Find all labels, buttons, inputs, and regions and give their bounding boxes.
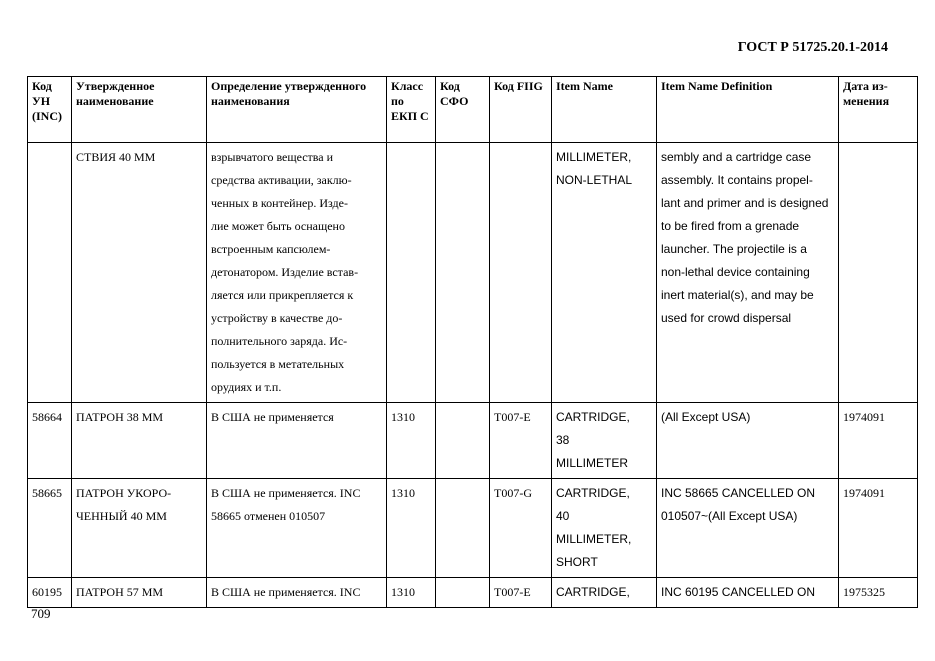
cell-approved-name: СТВИЯ 40 ММ — [72, 143, 207, 403]
cell-sfo — [436, 479, 490, 578]
col-header-class: Класс по ЕКП С — [387, 77, 436, 143]
cell-class — [387, 143, 436, 403]
col-header-definition: Определение утвержденного наименования — [207, 77, 387, 143]
cell-item-definition: INC 58665 CANCELLED ON 010507~(All Except USA) — [657, 479, 839, 578]
cell-class: 1310 — [387, 403, 436, 479]
cell-fiig — [490, 143, 552, 403]
cell-approved-name: ПАТРОН 38 ММ — [72, 403, 207, 479]
table-header-row — [28, 77, 918, 143]
cell-fiig: T007-E — [490, 578, 552, 608]
cell-approved-name: ПАТРОН 57 ММ — [72, 578, 207, 608]
cell-change-date: 1974091 — [839, 403, 918, 479]
cell-inc — [28, 143, 72, 403]
cell-inc: 58664 — [28, 403, 72, 479]
page-number: 709 — [31, 606, 51, 621]
cell-item-name: CARTRIDGE, 40 MILLIMETER, SHORT — [552, 479, 657, 578]
col-header-item-name: Item Name — [552, 77, 657, 143]
col-header-item-definition: Item Name Definition — [657, 77, 839, 143]
cell-item-definition: sembly and a cartridge case assembly. It contains propel- lant and primer and is designed to be fired from a grenade launcher. The projectile is a non-lethal device containing inert material(s), and may be used for crowd dispersal — [657, 143, 839, 403]
col-header-sfo: Код СФО — [436, 77, 490, 143]
cell-fiig: T007-G — [490, 479, 552, 578]
table-row — [28, 143, 918, 403]
cell-sfo — [436, 403, 490, 479]
cell-inc: 58665 — [28, 479, 72, 578]
cell-item-name: MILLIMETER, NON-LETHAL — [552, 143, 657, 403]
table-row — [28, 479, 918, 578]
table-row — [28, 403, 918, 479]
document-header: ГОСТ Р 51725.20.1-2014 — [737, 40, 888, 55]
cell-class: 1310 — [387, 479, 436, 578]
cell-definition: В США не применяется. INC — [207, 578, 387, 608]
cell-sfo — [436, 143, 490, 403]
cell-item-name: CARTRIDGE, — [552, 578, 657, 608]
cell-class: 1310 — [387, 578, 436, 608]
classification-table — [27, 76, 918, 608]
cell-sfo — [436, 578, 490, 608]
cell-definition: взрывчатого вещества и средства активации, заклю- ченных в контейнер. Изде- лие может быть оснащено встроенным капсюлем- детонатором. Изделие встав- ляется или прикрепляется к устройству в качестве до- полнительного заряда. Ис- пользуется в метательных орудиях и т.п. — [207, 143, 387, 403]
cell-definition: В США не применяется — [207, 403, 387, 479]
cell-item-definition: (All Except USA) — [657, 403, 839, 479]
cell-fiig: T007-E — [490, 403, 552, 479]
cell-approved-name: ПАТРОН УКОРО- ЧЕННЫЙ 40 ММ — [72, 479, 207, 578]
table-row — [28, 578, 918, 608]
cell-inc: 60195 — [28, 578, 72, 608]
cell-item-name: CARTRIDGE, 38 MILLIMETER — [552, 403, 657, 479]
cell-change-date: 1975325 — [839, 578, 918, 608]
col-header-approved-name: Утвержденное наименование — [72, 77, 207, 143]
cell-change-date — [839, 143, 918, 403]
cell-definition: В США не применяется. INC 58665 отменен 010507 — [207, 479, 387, 578]
cell-item-definition: INC 60195 CANCELLED ON — [657, 578, 839, 608]
cell-change-date: 1974091 — [839, 479, 918, 578]
col-header-change-date: Дата из- менения — [839, 77, 918, 143]
col-header-inc: Код УН (INC) — [28, 77, 72, 143]
col-header-fiig: Код FIIG — [490, 77, 552, 143]
